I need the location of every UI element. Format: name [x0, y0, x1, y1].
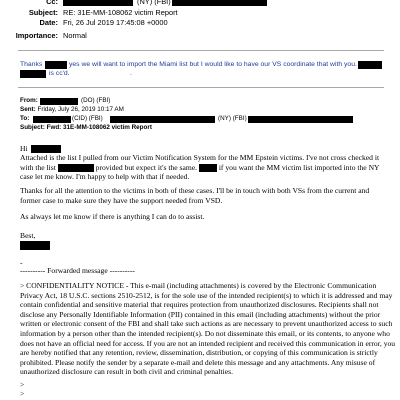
greeting: Hi — [20, 144, 28, 153]
sent-value: Friday, July 26, 2019 10:17 AM — [37, 106, 124, 113]
from-value: (DO) (FBI) — [81, 97, 111, 104]
importance-value: Normal — [63, 31, 87, 40]
fwd-subject-row — [20, 124, 152, 131]
to-value-2: (NY) (FBI) — [218, 115, 247, 122]
redaction-block — [110, 116, 215, 123]
redaction-block — [248, 116, 353, 123]
paragraph-1-c: if you want the MM victim list imported into the NY case let me know. I'm happy to help with that if needed. — [20, 162, 380, 182]
signoff: Best, — [20, 231, 36, 240]
fwd-subject-label: Subject: — [20, 124, 45, 131]
redaction-block — [358, 61, 382, 69]
forwarded-marker: ---------- Forwarded message ---------- — [20, 266, 135, 275]
paragraph-1 — [20, 153, 390, 182]
reply-note-text-3: is cc'd. — [49, 70, 70, 77]
redaction-block — [63, 0, 133, 6]
redaction-block — [31, 145, 61, 153]
redaction-block — [199, 164, 217, 172]
cc-label: Cc: — [46, 0, 58, 6]
redaction-block — [58, 164, 94, 172]
subject-value: RE: 31E-MM-108062 victim Report — [63, 8, 178, 17]
cc-value: (NY) (FBI) — [137, 0, 171, 6]
paragraph-3: As always let me know if there is anything I can do to assist. — [20, 212, 205, 221]
to-label: To: — [20, 115, 30, 122]
signature-redaction — [20, 241, 50, 250]
date-label: Date: — [39, 18, 58, 27]
sent-row — [20, 106, 124, 113]
reply-note-text-1: Thanks — [20, 61, 43, 68]
subject-label: Subject: — [28, 8, 58, 17]
dot: . — [130, 70, 132, 77]
to-value-1: (CID) (FBI) — [72, 115, 103, 122]
dash: - — [20, 258, 23, 267]
divider — [18, 50, 384, 51]
confidentiality-notice: > CONFIDENTIALITY NOTICE - This e-mail (including attachments) is covered by the Electronic Communication Privacy Act, 18 U.S.C. sections 2510-2512, is for the sole use of the intended recipient(s) to which it is addressed and may contain confidential and sensitive material that requires protection from unauthorized disclosures. Recipients shall not disclose any Personally Identifiable Information (PII) contained in this email (including attachments) without the prior written or electronic consent of the FBI and shall take such actions as are necessary to prevent unauthorized access to such information by a person other than the intended recipient(s). Do not disseminate this email, or its contents, to anyone who does not have an official need for access. If you are not an intended recipient and received this communication in error, you are hereby notified that any retention, review, dissemination, distribution, or copying of this communication is strictly prohibited. Please notify the sender by a separate e-mail and delete this message and any attachments. Any misuse of unauthorized disclosure can result in both civil and criminal penalties. — [20, 281, 396, 377]
greeting-row — [20, 144, 28, 153]
redaction-block — [40, 98, 78, 105]
trailing-quote-2: > — [20, 389, 25, 398]
importance-label: Importance: — [15, 31, 58, 40]
redaction-block — [172, 0, 267, 6]
reply-note-text-2: yes we will want to import the Miami list but I would like to have our VS coordinate that with you. — [69, 61, 357, 68]
from-label: From: — [20, 97, 38, 104]
trailing-quote-1: > — [20, 380, 25, 389]
redaction-block — [20, 70, 46, 78]
to-row — [20, 115, 29, 122]
fwd-subject-value: Fwd: 31E-MM-108062 victim Report — [46, 124, 152, 131]
sent-label: Sent: — [20, 106, 36, 113]
from-row — [20, 97, 38, 104]
redaction-block — [33, 116, 71, 123]
redaction-block — [45, 61, 67, 69]
date-value: Fri, 26 Jul 2019 17:45:08 +0000 — [63, 18, 168, 27]
divider — [18, 87, 384, 88]
paragraph-2: Thanks for all the attention to the victims in both of these cases. I'll be in touch with both VSs from the current and former case to make sure they have the support needed from VSD. — [20, 186, 370, 205]
paragraph-1-a: Attached is the list I pulled from our Victim Notification System for the MM Epstein victims. I've not cross checked it with the list — [20, 153, 380, 172]
paragraph-1-b: provided but expect it's the same. — [95, 162, 197, 172]
